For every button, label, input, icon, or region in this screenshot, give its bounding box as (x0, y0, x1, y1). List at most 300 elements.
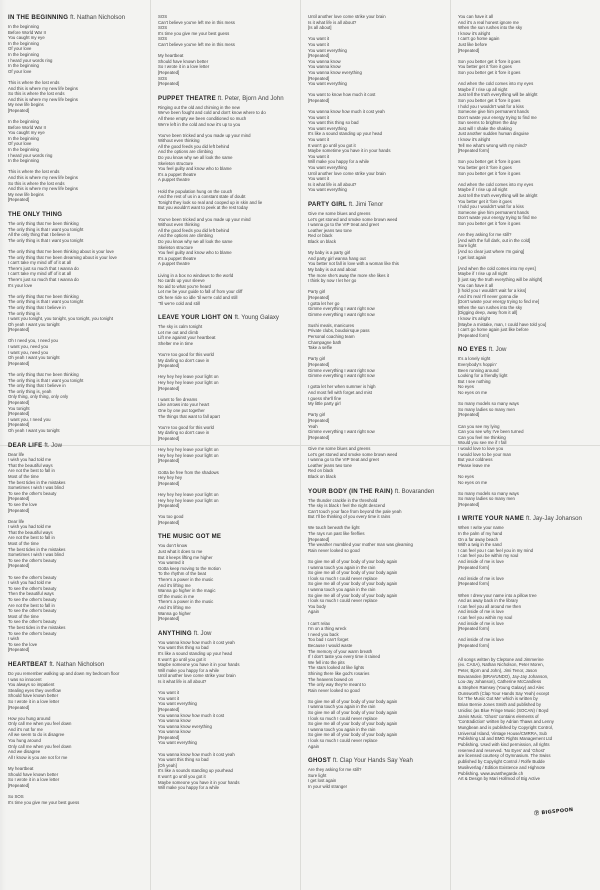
lyric-line: So give me all of your body of your body again (308, 559, 398, 565)
credits-line: Musikverlag / Edition Existence and Highnote (458, 764, 546, 770)
lyric-line: The best tides in the mistakes (8, 546, 66, 552)
lyric-line: You want to know how much it cost (308, 92, 376, 98)
lyric-line: [Repeated] (308, 294, 330, 300)
lyric-line: Hey hey hey leave your light on (158, 497, 219, 503)
lyric-line: You want it (308, 137, 330, 143)
lyric-line: Give me some blues and greens (308, 211, 371, 216)
lyric-line: [Repeated] (158, 706, 180, 712)
song-title-text: THE ONLY THING (8, 211, 63, 218)
lyric-line: To the rhythm of the beat (158, 571, 207, 577)
lyric-line: I hold you I wouldn't wait for a kiss (458, 204, 524, 210)
lyric-line: [Repeated] (8, 327, 30, 333)
lyric-line: [Repeated] (158, 385, 180, 391)
credits-line: reserved and reserved. 'No Eyes' and 'Ghost' (458, 747, 545, 753)
lyric-line: Are not the best to fall in (8, 602, 55, 608)
credits-line: Publishing. www.avanthegarde.ch (458, 770, 524, 776)
lyric-line: I wanna touch you again in the rain (308, 704, 376, 710)
song-block (308, 201, 446, 480)
lyric-line: It won't go until you got it (158, 774, 206, 780)
lyric-line: It's time you give me your best guess (158, 30, 230, 36)
lyric-line: You've been tricked and you made up your mind (158, 216, 251, 222)
lyric-line: You better get it 'fore it goes (458, 64, 512, 70)
lyric-line: Wanna go higher in the magic (158, 588, 216, 594)
lyric-line: Before World War II (8, 29, 46, 35)
lyric-line: I wanna touch you again in the rain (308, 587, 376, 592)
lyric-line: Only call me when you feel down (8, 743, 72, 749)
lyric-line: I can feel you within my soul (458, 614, 513, 620)
lyric-line: And this is where my new life begins (8, 96, 78, 102)
lyric-line: Party girl (308, 289, 326, 295)
lyric-line: Let me out and climb (158, 329, 199, 335)
credits-line: Unidisc (as Blue Fringe Music (SOCAN) / Boyd (458, 707, 549, 713)
lyrics-column-1 (8, 14, 146, 813)
credits-line: (ex. CASA), Nathan Nicholson, Peter Moren, (458, 662, 544, 668)
lyric-line: [Repeated form] (458, 626, 490, 632)
lyric-line: It won't go until you got it (308, 142, 356, 148)
lyric-line: So many ladies so many men (458, 406, 515, 412)
lyric-line: [Repeated] (158, 503, 180, 509)
lyric-line: To see the other's beauty (8, 574, 57, 580)
lyric-line: Oh yeah I want you tonight (8, 321, 60, 327)
lyric-line: You've been tricked and you made up your mind (158, 132, 251, 138)
lyric-line: Don't waste your energy trying to find me (458, 114, 537, 120)
lyric-line: I wanna go to the VIP treat and greet (308, 222, 379, 228)
lyric-line: In the beginning (8, 24, 39, 29)
lyric-line: My heartbeat (158, 53, 184, 59)
lyric-line: You tonight (8, 405, 30, 411)
lyric-line: Should have known better (158, 58, 209, 64)
lyric-line: Just another sudden human disguise (458, 131, 529, 137)
song-block (458, 515, 596, 648)
lyric-line: Until another love come strike your brain (308, 14, 386, 19)
lyric-line: You too good (158, 514, 184, 520)
lyric-line: I heard your words ring (8, 57, 53, 63)
credits-line: All songs written by Cleptone and Jimmerine (458, 656, 544, 662)
lyric-line: You want everything (308, 47, 347, 53)
lyric-line: Like arrows into your heart (158, 402, 210, 408)
lyric-line: Son you better get it 'fore it goes (458, 159, 521, 165)
lyric-line: [Repeated] (308, 362, 330, 368)
lyric-line: Party girl (308, 412, 326, 418)
lyric-line: I can feel you be within my soul (458, 553, 519, 559)
lyric-line: A puppet theatre (158, 177, 190, 183)
lyric-line: Dear life (8, 451, 25, 457)
lyric-line: All the only thing that I believe in (8, 232, 71, 238)
lyric-line: I can't relax (308, 620, 331, 626)
lyric-line: To see the other's beauty (8, 608, 57, 614)
lyric-line: Hey hey hey leave your light on (158, 452, 219, 458)
song-featuring: ft. Young Galaxy (234, 314, 279, 322)
lyric-line: Gimme everything I want right now (308, 306, 375, 312)
song-title-text: NO EYES (458, 346, 487, 354)
lyric-line: Lift me against your heartbeat (158, 335, 216, 341)
lyric-line: [Repeated form] (458, 642, 490, 648)
lyric-line: I wish you had told me (8, 457, 52, 463)
lyric-line: I wish you had told me (8, 580, 52, 586)
lyrics-column-4 (458, 14, 596, 782)
lyric-line: Rain never looked so good (308, 547, 360, 553)
lyric-line: And it's real I'll never gonna die (458, 293, 519, 299)
lyric-line: [Repeated] (458, 47, 480, 53)
lyric-line: Would you see me if I fall (458, 440, 507, 446)
lyric-line: I need you back (308, 631, 339, 637)
lyric-line: There's a power in the music (158, 599, 214, 605)
lyric-line: No aid to what you're heard (158, 283, 211, 289)
lyric-line: Skeleton structure (158, 244, 193, 250)
lyric-line: Sun seems to brighten the day (458, 120, 517, 126)
lyric-line: Black on black (308, 238, 336, 244)
lyric-line: When I write your name (458, 525, 504, 531)
credits-line: Peter, Bjorn and John), Jimi Tenor, Jason (458, 667, 538, 673)
song-title (308, 488, 446, 496)
lyric-line: Please leave me (458, 462, 491, 468)
lyric-line: This is where the lost ends (8, 169, 60, 175)
lyric-line: And inside of me is love (458, 575, 504, 581)
song-featuring: ft. Jow (488, 346, 507, 354)
lyric-line: Private clubs, boudoirsque pass (308, 328, 370, 334)
lyric-line: Of your love (8, 141, 32, 147)
credits-line: Brian Bernie Jones Smith and published by (458, 702, 541, 708)
lyric-line: Gotta keep moving to the motion (158, 565, 221, 571)
lyric-line: And this is where my new life begins (8, 186, 78, 192)
song-title (8, 661, 146, 669)
lyric-line: So give me all of your body of your body again (308, 592, 398, 598)
song-title-text: HEARTBEAT (8, 660, 48, 668)
lyric-line: Just what it does to me (158, 549, 203, 555)
lyric-line: [Repeated] (308, 417, 330, 423)
lyric-line: Shelter me in time (158, 340, 193, 346)
lyric-line: I get lost again (458, 254, 487, 260)
lyric-line: [Repeated] (308, 75, 330, 81)
credits-line: published by Copyright Control / Rolfe Budde (458, 759, 545, 765)
song-title (8, 211, 146, 219)
lyric-line: Give me some blues and greens (308, 445, 371, 451)
lyric-line: You want it (158, 695, 180, 701)
lyric-line: Leather jeans two tone (308, 462, 352, 468)
lyric-line: [And so clear just where I'm going] (458, 248, 525, 254)
song-block (158, 14, 296, 87)
lyric-line: And the options are climbing (158, 233, 213, 239)
lyric-line: Are not the best to fall in (8, 468, 55, 474)
song-title-text: IN THE BEGINNING (8, 14, 69, 21)
lyric-line: Red or black (308, 233, 333, 239)
lyric-line: Without even thinking (158, 138, 200, 144)
lyric-line: Living in a box no windows to the world (158, 272, 234, 278)
lyric-line: [Don't waste your energy trying to find me] (458, 299, 540, 305)
lyric-line: Don't waste your energy trying to find me (458, 215, 537, 221)
song-featuring: ft. Nathan Nicholson (49, 660, 105, 668)
lyric-line: On a far away beach (458, 536, 499, 542)
lyric-line: You wanna know how much it cost yeah (158, 751, 235, 757)
lyric-line: [Digging deep, away from it all] (458, 310, 518, 316)
lyric-line: So give me all of your body of your body again (308, 570, 398, 576)
lyric-line: I would love to be your man (458, 451, 512, 457)
lyric-line: [Repeated] (8, 563, 30, 569)
credits-line: Bovaranden (BRAVUNDO), Jay-Jay Johanson, (458, 673, 549, 679)
lyric-line: I can't go home again just like before (458, 327, 529, 333)
lyric-line: I wanna touch you again in the rain (308, 564, 376, 570)
song-block (308, 757, 446, 789)
lyric-line: You want everything (158, 740, 197, 746)
lyric-line: Hey hey hey leave your light on (158, 491, 219, 497)
lyric-line: You're too good for this world (158, 424, 214, 430)
lyric-line: The only thing that I believe in (8, 383, 66, 389)
lyric-line: [Repeated] (8, 782, 30, 788)
lyric-line: Looking for a friendly light (458, 373, 508, 379)
lyric-line: No eyes (458, 384, 474, 390)
lyric-line: That the beautiful ways (8, 462, 53, 468)
credits-line: & Stephen Ramsey (Young Galaxy) and Alec (458, 685, 545, 691)
lyric-line: Rain never looked so good (308, 687, 360, 693)
lyric-line: When the sun rushes into the sky (458, 25, 523, 31)
song-featuring: ft. Jimi Tenor (348, 201, 384, 208)
lyric-line: You want this thing so bad (158, 757, 209, 763)
song-block (8, 14, 146, 203)
lyric-line: [Repeated] (158, 734, 180, 740)
lyric-line: To see the love (8, 501, 38, 507)
lyric-line: You want everything (308, 187, 347, 193)
lyric-line: We fell into the pits (308, 659, 345, 665)
credits-line: Jarvis Music. 'Ghost' contains elements of (458, 713, 539, 719)
song-title (308, 757, 446, 765)
lyric-line: The only thing that I've been thinking (8, 293, 79, 299)
lyric-line: And when the cold comes into my eyes (458, 181, 534, 187)
lyric-line: No eyes on me (458, 479, 488, 485)
lyric-line: You want it (308, 41, 330, 47)
song-title (458, 515, 596, 523)
lyric-line: I hold you I wouldn't wait for a kiss (458, 103, 524, 109)
label-stamp: Ⓟ BIGSPOON (533, 806, 574, 818)
lyric-line: You want it (308, 176, 330, 182)
lyric-line: Is it what life is all about? (308, 181, 357, 187)
lyric-line: It's a puppet theatre (158, 171, 197, 177)
lyric-line: This is where the lost ends (8, 79, 60, 85)
lyric-line: The sky is black I feel the night descend (308, 503, 386, 509)
lyric-line: In the beginning (8, 63, 39, 69)
lyric-line: Can't believe you've left me in this mess (158, 41, 235, 47)
credits-line: Mungbean and is published by Copyright Control, (458, 724, 554, 730)
lyric-line: Oh I need you, I need you (8, 338, 58, 344)
credits-line: Universal Island, Vintage House/CMRRA, Sub (458, 730, 547, 736)
lyric-line: Champagne bath (308, 339, 342, 345)
lyric-line: SOS (158, 14, 168, 19)
lyric-line: With a twig in the sand (458, 542, 502, 548)
lyric-line: One by one put together (158, 408, 205, 413)
lyric-line: Gotta be free from the shadows (158, 469, 219, 475)
lyric-line: The only thing is that I want you tonight (8, 237, 84, 243)
lyric-line: [Repeated] (8, 411, 30, 417)
lyric-line: You wanna know (158, 729, 191, 735)
song-block (8, 661, 146, 805)
song-block (158, 630, 296, 791)
lyric-line: So I wrote it in a love letter (158, 64, 210, 70)
lyric-line: The only thing that I've been dreaming about is your love (8, 254, 117, 260)
lyric-line: [Repeated form] (458, 564, 490, 570)
lyric-line: [Repeated form] (458, 581, 490, 587)
song-title-text: DEAR LIFE (8, 441, 43, 449)
lyric-line: The only thing that I've been thinking (8, 221, 79, 226)
lyric-line: I wanna go to the VIP treat and greet (308, 457, 379, 463)
lyric-line: It's a lonely night (458, 356, 491, 362)
lyric-line: Shining there like god's rosaries (308, 670, 370, 676)
lyric-line: Gimme everything I want right now (308, 311, 375, 317)
lyric-line: Will make you happy for a while (158, 785, 220, 791)
lyric-line: Gimme everything I want right now (308, 373, 375, 379)
lyric-line: To see the love (8, 641, 38, 647)
lyric-line: The only thing is that I want you tonight (8, 377, 84, 383)
lyric-line: You wanted it (158, 560, 184, 566)
song-title (8, 14, 146, 22)
lyric-line: [Repeated] (308, 434, 330, 440)
lyric-line: You can have it all (458, 282, 494, 288)
lyric-line: The best tides in the mistakes (8, 624, 66, 630)
lyric-line: Hey hey hey (158, 475, 183, 481)
lyric-line: I know it's alright (458, 137, 491, 143)
lyric-line: To see the other's beauty (8, 557, 57, 563)
lyric-line: No cards up your sleeve (158, 278, 205, 284)
lyric-line: My new life begins (8, 191, 44, 197)
lyric-line: To see the other's beauty (8, 597, 57, 602)
lyric-line: You wanna know how much it cost yeah (158, 639, 235, 645)
song-title-text: THE MUSIC GOT ME (158, 533, 222, 541)
lyric-line: All the good feeds you did left behind (158, 143, 230, 149)
lyric-line: [Repeated] (8, 496, 30, 502)
lyric-line: Do you remember walking up and down my bedroom floor (8, 670, 120, 676)
lyric-line: Do you know why we all look the same (158, 238, 233, 244)
song-title (158, 95, 296, 103)
lyric-line: The only thing is that I want you tonight (8, 226, 84, 232)
lyric-line: I would love to love you (458, 445, 504, 451)
lyric-line: No eyes on me (458, 390, 488, 395)
lyric-line: Ringing out the old and chiming in the new (158, 104, 240, 110)
lyric-line: Hey hey hey leave your light on (158, 380, 219, 386)
song-title-text: YOUR BODY (IN THE RAIN) (308, 487, 393, 495)
lyric-line: Should have known better (8, 771, 59, 777)
song-title-text: ANYTHING (158, 629, 192, 637)
lyric-line: Are not the best to fall in (8, 535, 55, 541)
lyric-line: My little party girl (308, 401, 341, 407)
lyric-line: You don't know (158, 543, 188, 549)
lyric-line: So give me all of your body of your body again (308, 721, 398, 727)
lyric-line: The best tides in the mistakes (8, 479, 66, 485)
song-block (158, 314, 296, 525)
lyric-line: [Repeated] (158, 519, 180, 525)
lyric-line: My baby is a party girl (308, 250, 351, 256)
lyric-line: You want it (308, 114, 330, 120)
lyric-line: So give me all of your body of your body again (308, 732, 398, 738)
lyric-line: Party girl (308, 356, 326, 362)
lyric-line: Just tell the truth everything will be alright (458, 92, 538, 98)
lyric-line: [Repeated] (458, 501, 480, 507)
lyric-line: Only call me when you feel down (8, 721, 72, 727)
lyric-line: Sometimes I wish I was blind (8, 485, 64, 491)
lyric-line: In the beginning (8, 119, 39, 125)
lyric-line: If I don't taste you every time it rained (308, 654, 381, 660)
lyric-line: So SOS (8, 794, 24, 799)
lyric-line: When I drew your name into a pillow tree (458, 592, 537, 598)
lyric-line: Skeleton structure (158, 160, 193, 166)
lyric-line: You always so impatient (8, 682, 55, 688)
lyric-line: I want to fire dreams (158, 396, 198, 402)
lyric-line: And it's lifting me (158, 605, 191, 610)
lyric-line: Of the music in me (158, 593, 195, 599)
song-featuring: ft. Jay-Jay Johanson (526, 515, 582, 523)
lyrics-column-2 (158, 14, 296, 799)
lyrics-column-3 (308, 14, 446, 798)
lyric-line: Oh yeah I want you tonight (8, 427, 60, 433)
lyric-line: Just will I shake the shaking (458, 125, 512, 131)
lyric-line: Been running around (458, 367, 499, 373)
lyric-line: So I wrote it in a love letter (8, 777, 60, 783)
lyric-line: Red on black (308, 468, 334, 474)
lyric-line: And when the cold comes into my eyes (458, 81, 534, 87)
lyric-line: The only thing that I've been thinking (8, 372, 79, 378)
lyric-line: [Repeated] (8, 400, 30, 405)
lyric-line: All these empty we been conditioned so much (158, 115, 247, 121)
lyric-line: You wanna know (308, 58, 341, 64)
lyric-line: Maybe if I rise up all night (458, 271, 508, 277)
lyric-line: Son you better get it 'fore it goes (458, 97, 521, 103)
lyric-line: It's like a sound standing up your head (158, 650, 232, 656)
lyric-line: Take a selfie (308, 345, 333, 351)
lyric-line: [Maybe a mistake, man, I could have told you] (458, 321, 547, 327)
lyric-line: SOS (158, 36, 168, 42)
lyric-line: You wanna know everything (308, 69, 362, 75)
lyric-line: You wanna know (158, 718, 191, 724)
lyric-line: In your wild stranger (308, 784, 348, 789)
lyric-line: Sushi meals, manicures (308, 322, 355, 328)
lyric-line: [Repeated] (158, 458, 180, 464)
lyric-line: All the good feeds you did left behind (158, 227, 230, 233)
lyric-line: The sky is calm tonight (158, 324, 203, 330)
lyric-line: You want it (308, 36, 330, 42)
lyric-line: Sure light (308, 772, 327, 778)
song-title (308, 201, 446, 209)
lyric-line: Of your love (8, 46, 32, 52)
lyric-line: Can't believe you've left me in this mess (158, 19, 235, 25)
lyric-line: Let's get stoned and smoke some brown weed (308, 451, 398, 457)
lyric-line: Hey hey hey leave your light on (158, 374, 219, 380)
lyric-line: I was so innocent (8, 676, 42, 682)
lyric-line: Gimme everything I want right now (308, 429, 375, 435)
lyric-line: Let me be your guide to fall of from your cliff (158, 289, 243, 295)
lyric-line: Personal coaching team (308, 334, 355, 340)
lyric-line: I gotta let her go (308, 300, 340, 306)
lyric-line: [Repeated] (8, 647, 30, 653)
lyric-line: Most of the time (8, 613, 39, 619)
lyric-line: I can feel you I can feel you in my mind (458, 547, 534, 553)
lyric-line: To see the other's beauty (8, 619, 57, 625)
lyric-line: Without even thinking (158, 222, 200, 228)
lyric-line: In the beginning (8, 147, 39, 153)
lyric-line: [Repeated] (8, 197, 30, 203)
lyric-line: You wanna know (308, 64, 341, 70)
lyric-line: Of your love (8, 68, 32, 74)
lyric-line: Until another love come strike your brain (158, 673, 236, 679)
lyric-line: And this is where my new life begins (8, 175, 78, 181)
lyric-line: You're too good for this world (158, 352, 214, 358)
lyric-line: You want it (308, 153, 330, 159)
lyric-line: Are they asking for me still? (458, 232, 512, 238)
lyric-line: Tonight they look so real and cooped up in skin and lie (158, 199, 263, 205)
lyric-line: Can you feel me thinking (458, 434, 506, 440)
song-featuring: ft. Jow (193, 629, 212, 637)
lyric-line: And inside of me is love (458, 559, 504, 565)
lyric-line: The things that want to fall apart (158, 413, 220, 419)
lyric-line: Oh yeah I want you tonight (8, 355, 60, 361)
lyric-line: Just tell the truth everything will be alright (458, 193, 538, 198)
lyric-line: In the beginning (8, 40, 39, 46)
